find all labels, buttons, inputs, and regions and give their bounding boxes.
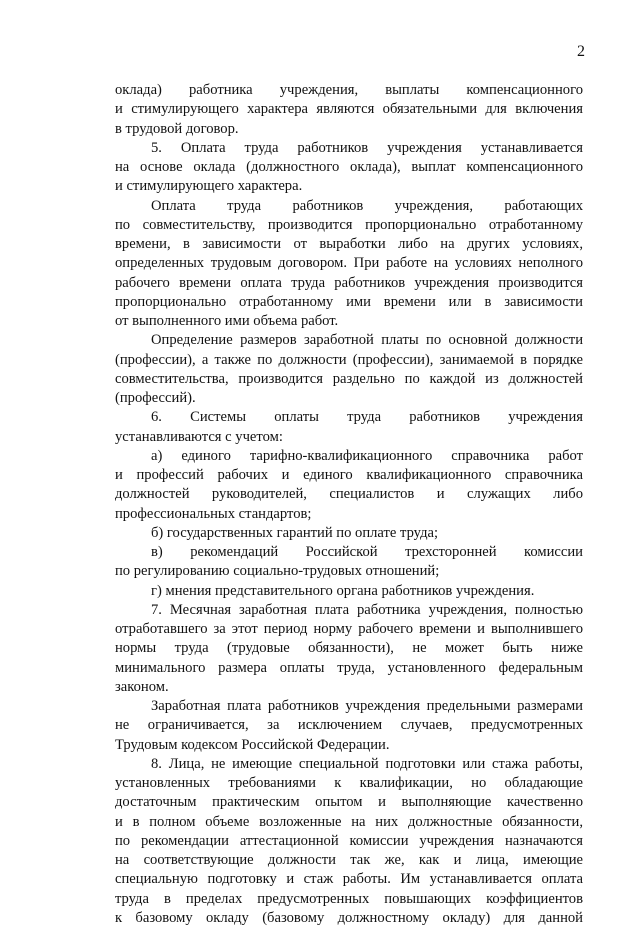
text-line: нормы труда (трудовые обязанности), не может быть ниже (115, 640, 583, 657)
text-line: 7. Месячная заработная плата работника учреждения, полностью (151, 601, 583, 618)
text-line: профессиональных стандартов; (115, 505, 312, 522)
document-body (115, 81, 583, 928)
paragraph (115, 81, 583, 139)
text-line: в трудовой договор. (115, 120, 239, 137)
text-line: определенных трудовым договором. При работе на условиях неполного (115, 255, 583, 272)
text-line: по рекомендации аттестационной комиссии учреждения назначаются (115, 832, 583, 849)
text-line: не ограничивается, за исключением случаев, предусмотренных (115, 717, 583, 734)
text-line: должностей руководителей, специалистов и служащих либо (115, 486, 583, 503)
text-line: устанавливаются с учетом: (115, 428, 283, 445)
paragraph (115, 139, 583, 197)
text-line: Заработная плата работников учреждения предельными размерами (151, 698, 583, 714)
text-line: оклада) работника учреждения, выплаты компенсационного (115, 82, 583, 98)
text-line: достаточным практическим опытом и выполняющие качественно (115, 794, 583, 811)
text-line: а) единого тарифно-квалификационного справочника работ (151, 447, 583, 464)
text-line: (профессии), а также по должности (профессии), занимаемой в порядке (115, 351, 583, 368)
paragraph (115, 408, 583, 447)
text-line: и стимулирующего характера являются обязательными для включения (115, 101, 583, 118)
text-line: на основе оклада (должностного оклада), выплат компенсационного (115, 159, 583, 175)
text-line: отработавшего за этот период норму рабочего времени и выполнившего (115, 621, 583, 637)
text-line: и стимулирующего характера. (115, 178, 303, 195)
text-line: и профессий рабочих и единого квалификационного справочника (115, 467, 583, 483)
text-line: Трудовым кодексом Российской Федерации. (115, 736, 390, 753)
paragraph (115, 755, 583, 928)
text-line: б) государственных гарантий по оплате труда; (151, 524, 439, 541)
text-line: установленных требованиями к квалификации, но обладающие (115, 775, 583, 791)
text-line: в) рекомендаций Российской трехсторонней комиссии (151, 544, 583, 560)
text-line: Оплата труда работников учреждения, работающих (151, 197, 583, 214)
text-line: совместительства, производится раздельно по каждой из должностей (115, 370, 583, 387)
paragraph (115, 697, 583, 755)
text-line: времени, в зависимости от выработки либо на других условиях, (115, 236, 583, 252)
text-line: специальную подготовку и стаж работы. Им устанавливается оплата (115, 871, 583, 888)
text-line: рабочего времени оплата труда работников учреждения производится (115, 274, 583, 291)
page-number: 2 (577, 43, 585, 60)
paragraph (115, 524, 583, 543)
paragraph (115, 447, 583, 524)
text-line: минимального размера оплаты труда, установленного федеральным (115, 659, 583, 676)
paragraph (115, 582, 583, 601)
text-line: пропорционально отработанному ими времени или в зависимости (115, 293, 583, 310)
text-line: по совместительству, производится пропорционально отработанному (115, 216, 583, 233)
text-line: Определение размеров заработной платы по основной должности (151, 332, 583, 349)
text-line: г) мнения представительного органа работников учреждения. (151, 582, 535, 599)
text-line: законом. (115, 678, 169, 695)
paragraph (115, 601, 583, 697)
paragraph (115, 543, 583, 582)
text-line: к базовому окладу (базовому должностному окладу) для данной (115, 909, 583, 926)
paragraph (115, 331, 583, 408)
text-line: по регулированию социально-трудовых отношений; (115, 563, 440, 580)
text-line: (профессий). (115, 390, 196, 406)
text-line: от выполненного ими объема работ. (115, 313, 339, 329)
text-line: и в полном объеме возложенные на них должностные обязанности, (115, 813, 583, 830)
text-line: на соответствующие должности так же, как и лица, имеющие (115, 852, 583, 868)
paragraph (115, 197, 583, 332)
text-line: 5. Оплата труда работников учреждения устанавливается (151, 139, 583, 156)
text-line: 8. Лица, не имеющие специальной подготовки или стажа работы, (151, 755, 583, 772)
text-line: труда в пределах предусмотренных повышающих коэффициентов (115, 890, 583, 907)
text-line: 6. Системы оплаты труда работников учреждения (151, 409, 583, 426)
